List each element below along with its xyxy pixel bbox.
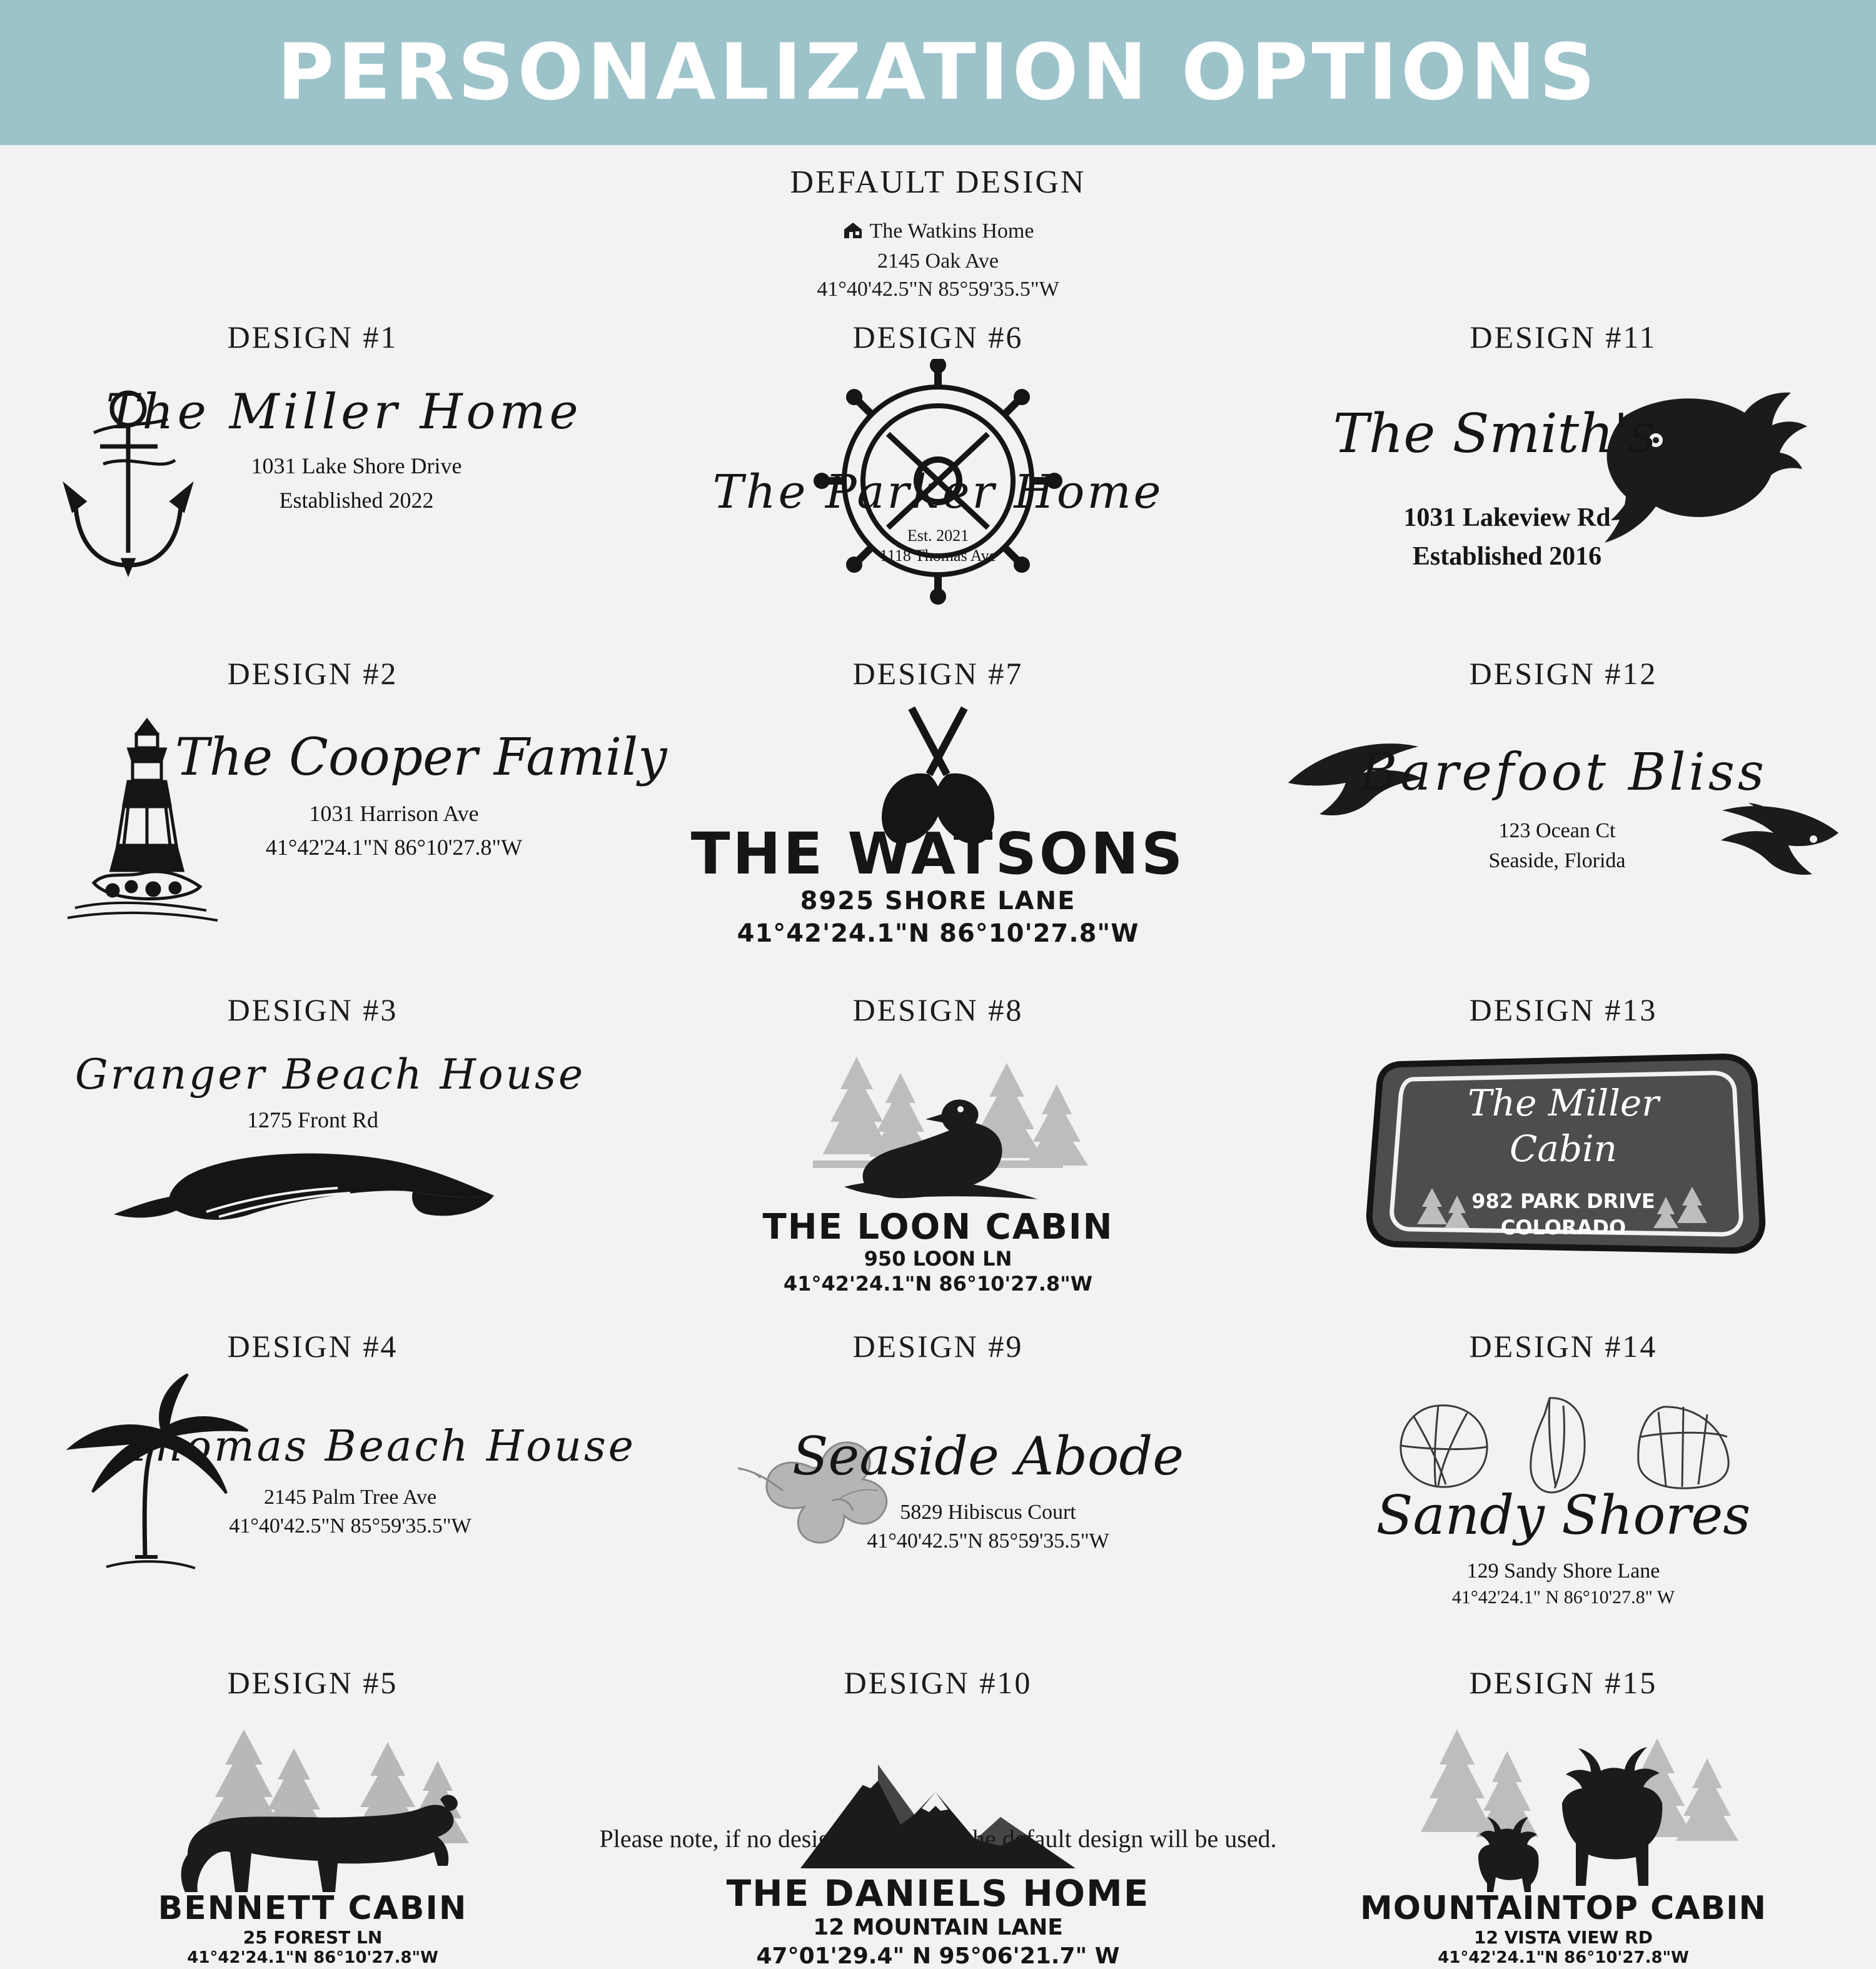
design-art — [0, 695, 667, 958]
design-name: THE DANIELS HOME — [726, 1872, 1150, 1915]
design-name: BENNETT CABIN — [158, 1890, 468, 1927]
default-design-text — [0, 217, 1876, 304]
design-art — [1251, 359, 1876, 622]
design-art — [625, 1368, 1251, 1631]
design-line2: 25 FOREST LN — [243, 1927, 383, 1948]
design-label: DESIGN #12 — [1469, 656, 1658, 691]
design-line3: 41°42'24.1"N 86°10'27.8"W — [737, 919, 1139, 948]
design-card-2[interactable] — [0, 643, 667, 955]
design-line3: Established 2016 — [1412, 542, 1602, 571]
design-line2: 1031 Harrison Ave — [309, 801, 479, 826]
design-label: DESIGN #5 — [227, 1665, 398, 1700]
design-name: The Cooper Family — [175, 728, 667, 787]
design-art — [1251, 1368, 1876, 1631]
design-label: DESIGN #11 — [1470, 320, 1657, 355]
design-label: DESIGN #2 — [227, 656, 398, 691]
design-art — [625, 695, 1251, 958]
bass-fish-icon — [1251, 359, 1876, 622]
design-art — [625, 359, 1251, 622]
default-design-label: DEFAULT DESIGN — [790, 164, 1086, 200]
design-name: Sandy Shores — [1376, 1484, 1751, 1547]
default-design-line1: The Watkins Home — [869, 219, 1034, 243]
design-name: THE LOON CABIN — [762, 1207, 1114, 1247]
design-line3: 41°42'24.1"N 86°10'27.8"W — [1438, 1948, 1689, 1967]
design-line3: 41°42'24.1"N 86°10'27.8"W — [187, 1948, 438, 1967]
design-line3: 1118 Thomas Ave — [879, 546, 997, 565]
design-line2: 129 Sandy Shore Lane — [1466, 1559, 1660, 1583]
design-line3: COLORADO — [1500, 1216, 1626, 1239]
design-art — [625, 1032, 1251, 1294]
design-line2: 1275 Front Rd — [246, 1107, 379, 1132]
design-line3: 41°42'24.1"N 86°10'27.8"W — [783, 1272, 1093, 1296]
design-label: DESIGN #3 — [227, 992, 398, 1027]
design-line3: Established 2022 — [279, 488, 434, 513]
design-name: Seaside Abode — [792, 1426, 1184, 1487]
design-line2: 123 Ocean Ct — [1498, 819, 1616, 842]
design-line3: 41°42'24.1"N 86°10'27.8"W — [265, 835, 523, 860]
design-line2: 2145 Palm Tree Ave — [263, 1486, 437, 1509]
design-card-5[interactable] — [0, 1652, 625, 1965]
design-name: The Miller Cabin — [1468, 1082, 1659, 1170]
default-design-line3: 41°40'42.5"N 85°59'35.5"W — [817, 278, 1059, 301]
design-line2: Est. 2021 — [907, 526, 969, 545]
design-label: DESIGN #7 — [852, 656, 1024, 691]
design-card-9[interactable] — [625, 1316, 1251, 1628]
default-design-block — [0, 164, 1876, 304]
design-name: The Parker Home — [712, 465, 1164, 519]
design-line3: 41°40'42.5"N 85°59'35.5"W — [229, 1514, 472, 1538]
design-line3: 47°01'29.4" N 95°06'21.7" W — [756, 1943, 1120, 1969]
design-name: THE WATSONS — [690, 820, 1186, 887]
design-line2: 8925 SHORE LANE — [800, 887, 1076, 915]
page-header — [0, 0, 1876, 145]
design-card-6[interactable] — [625, 306, 1251, 619]
design-line2: 982 PARK DRIVE — [1471, 1189, 1655, 1213]
design-art — [0, 1368, 637, 1631]
hibiscus-icon — [625, 1368, 1251, 1631]
footer-note: Please note, if no design is selected, the default design will be used. — [599, 1825, 1277, 1853]
default-design-line2: 2145 Oak Ave — [877, 249, 999, 273]
design-label: DESIGN #6 — [852, 320, 1024, 355]
house-icon — [842, 219, 864, 247]
design-art — [1251, 1032, 1876, 1294]
design-line2: 1031 Lake Shore Drive — [251, 453, 462, 478]
design-card-11[interactable] — [1251, 306, 1876, 619]
design-name: Barefoot Bliss — [1359, 743, 1767, 802]
design-label: DESIGN #4 — [227, 1329, 398, 1364]
design-line3: 41°42'24.1" N 86°10'27.8" W — [1451, 1587, 1675, 1608]
design-card-10[interactable] — [625, 1652, 1251, 1969]
design-label: DESIGN #1 — [227, 320, 398, 355]
design-card-7[interactable] — [625, 643, 1251, 955]
design-art — [0, 1032, 625, 1294]
design-name: The Miller Home — [106, 384, 582, 440]
design-line2: 12 MOUNTAIN LANE — [813, 1915, 1063, 1940]
design-card-12[interactable] — [1251, 643, 1876, 955]
design-line2: 950 LOON LN — [864, 1247, 1012, 1271]
design-name: The Smith's — [1333, 403, 1657, 465]
design-name: Granger Beach House — [75, 1050, 586, 1099]
design-label: DESIGN #8 — [852, 992, 1024, 1027]
design-card-4[interactable] — [0, 1316, 637, 1628]
design-label: DESIGN #15 — [1469, 1665, 1658, 1700]
design-label: DESIGN #10 — [844, 1665, 1032, 1700]
design-line2: 1031 Lakeview Rd — [1403, 503, 1611, 532]
design-card-8[interactable] — [625, 979, 1251, 1296]
design-line2: 5829 Hibiscus Court — [900, 1501, 1076, 1524]
design-line3: 41°40'42.5"N 85°59'35.5"W — [867, 1529, 1109, 1553]
design-name: MOUNTAINTOP CABIN — [1359, 1890, 1767, 1927]
design-label: DESIGN #13 — [1469, 992, 1658, 1027]
design-name: Thomas Beach House — [125, 1422, 637, 1471]
design-art — [1251, 695, 1876, 958]
design-card-14[interactable] — [1251, 1316, 1876, 1628]
design-card-15[interactable] — [1251, 1652, 1876, 1965]
design-line2: 12 VISTA VIEW RD — [1474, 1927, 1653, 1948]
design-label: DESIGN #9 — [852, 1329, 1024, 1364]
design-card-1[interactable] — [0, 306, 625, 619]
design-label: DESIGN #14 — [1469, 1329, 1658, 1364]
design-card-13[interactable] — [1251, 979, 1876, 1292]
design-line3: Seaside, Florida — [1488, 849, 1626, 872]
design-card-3[interactable] — [0, 979, 625, 1292]
design-art — [0, 359, 625, 622]
page-title: PERSONALIZATION OPTIONS — [277, 28, 1599, 118]
